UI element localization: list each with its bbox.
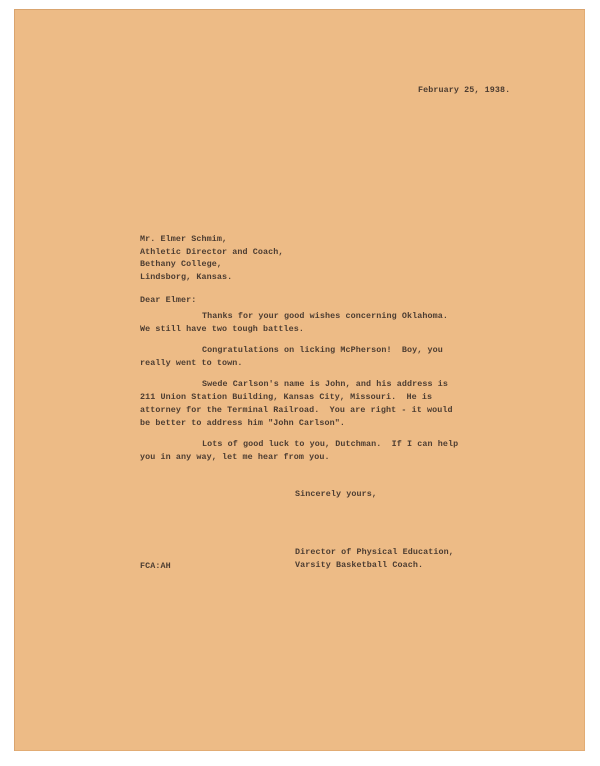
recipient-line: Mr. Elmer Schmim, (140, 234, 228, 244)
paragraph-line: Congratulations on licking McPherson! Boy, you (202, 345, 443, 355)
paragraph-line: We still have two tough battles. (140, 324, 305, 334)
letter-date: February 25, 1938. (418, 85, 511, 95)
recipient-line: Bethany College, (140, 259, 223, 269)
paragraph-line: you in any way, let me hear from you. (140, 452, 330, 462)
signature-title-line: Varsity Basketball Coach. (295, 560, 424, 570)
paragraph-line: 211 Union Station Building, Kansas City, Missouri. He is (140, 392, 433, 402)
closing: Sincerely yours, (295, 489, 378, 499)
recipient-line: Athletic Director and Coach, (140, 247, 284, 257)
paragraph-line: Thanks for your good wishes concerning Oklahoma. (202, 311, 449, 321)
paragraph-line: Lots of good luck to you, Dutchman. If I can help (202, 439, 459, 449)
reference-initials: FCA:AH (140, 561, 171, 571)
paragraph-line: Swede Carlson's name is John, and his address is (202, 379, 449, 389)
paragraph-line: attorney for the Terminal Railroad. You are right - it would (140, 405, 453, 415)
signature-title-line: Director of Physical Education, (295, 547, 454, 557)
salutation: Dear Elmer: (140, 295, 197, 305)
paragraph-line: really went to town. (140, 358, 243, 368)
paragraph-line: be better to address him "John Carlson". (140, 418, 346, 428)
recipient-line: Lindsborg, Kansas. (140, 272, 233, 282)
